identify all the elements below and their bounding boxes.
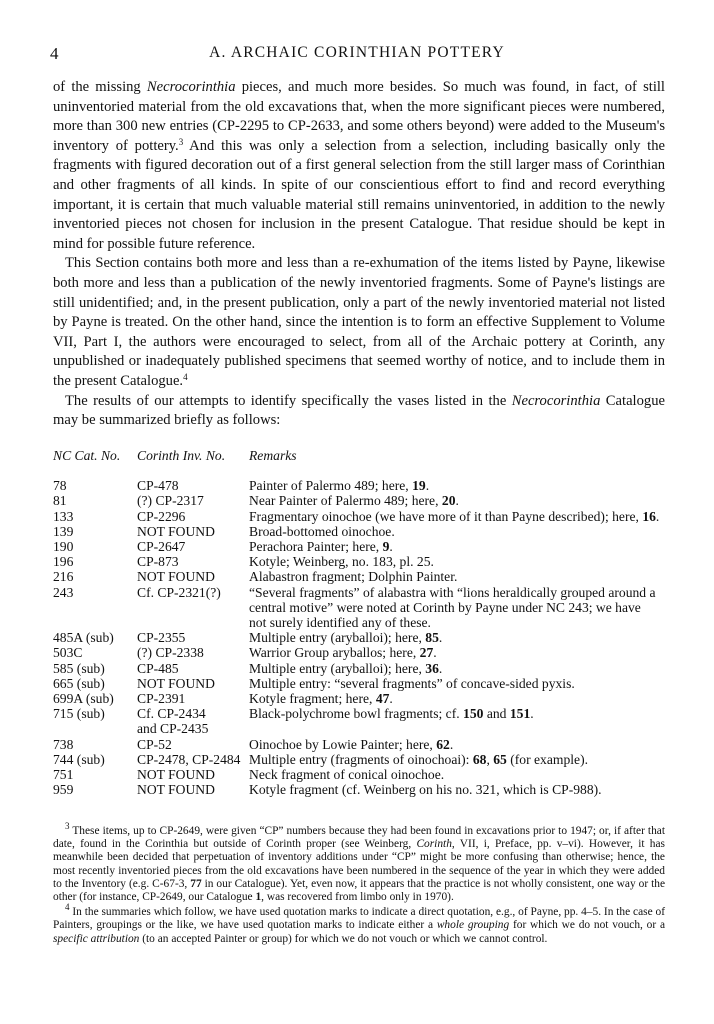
table-row (53, 661, 665, 676)
cell-inventory-number: NOT FOUND (137, 767, 215, 783)
body-text (53, 78, 665, 431)
paragraph-1: of the missing Necrocorinthia pieces, and much more besides. So much was found, in fact, of still uninventoried material from the old excavations that, when the more significant pieces were numbered, more than 300 new entries (CP-2295 to CP-2633, and some others beyond) were added to the Museum's inventory of pottery.$^3$ And this was only a selection from a selection, including basically only the fragments with figured decoration out of a first general selection from the still larger mass of Corinthian and other fragments of all kinds. In spite of our conscientious effort to find and record everything important, it is certain that much valuable material still remains uninventoried, in addition to the newly inventoried pieces not chosen for inclusion in the present Catalogue. That residue should be kept in mind for possible future reference. (53, 79, 665, 252)
cell-nc-number: 190 (53, 539, 74, 555)
table-row (53, 782, 665, 797)
cell-inventory-number (137, 615, 249, 630)
cell-inventory-number: NOT FOUND (137, 782, 215, 798)
cell-remarks: Black-polychrome bowl fragments; cf. 150 and 151. (249, 706, 534, 722)
cell-nc-number: 744 (sub) (53, 751, 105, 767)
cell-nc-number (53, 721, 137, 736)
cell-nc-number: 738 (53, 736, 74, 752)
table-row (53, 721, 665, 736)
footnote-ref-3: 3 (178, 136, 184, 147)
cell-nc-number: 585 (sub) (53, 660, 105, 676)
cell-remarks: Multiple entry (aryballoi); here, 36. (249, 660, 443, 676)
table-row (53, 706, 665, 721)
table-row (53, 600, 665, 615)
cell-inventory-number: CP-2296 (137, 508, 186, 524)
cell-nc-number (53, 615, 137, 630)
table-row (53, 676, 665, 691)
cell-nc-number: 699A (sub) (53, 691, 114, 707)
concordance-table (53, 448, 665, 797)
table-row (53, 737, 665, 752)
cell-remarks: not surely identified any of these. (249, 615, 431, 631)
cell-nc-number: 81 (53, 493, 67, 509)
paragraph-2: This Section contains both more and less than a re-exhumation of the items listed by Payne, likewise both more and less than a publication of the newly inventoried fragments. Some of Payne's listings are still unidentified; and, in the present publication, only a part of the newly inventoried material not listed by Payne is treated. On the other hand, since the intention is to form an effective Supplement to Volume VII, Part I, the authors were encouraged to select, from all of the Archaic pottery at Corinth, any unpublished or inadequately published specimens that seemed worthy of notice, and to include them in the present Catalogue.$^4$ (53, 255, 665, 389)
table-row (53, 554, 665, 569)
cell-inventory-number: CP-2647 (137, 539, 186, 555)
cell-remarks: Kotyle fragment; here, 47. (249, 691, 393, 707)
table-row (53, 569, 665, 584)
footnotes (53, 821, 666, 948)
column-header-inv: Corinth Inv. No. (137, 448, 226, 463)
table-row (53, 645, 665, 660)
cell-nc-number: 485A (sub) (53, 630, 114, 646)
column-header-remarks: Remarks (249, 448, 297, 463)
cell-inventory-number: CP-873 (137, 554, 179, 570)
table-header-row (53, 448, 665, 478)
table-row (53, 767, 665, 782)
cell-inventory-number: CP-2355 (137, 630, 186, 646)
cell-remarks: Multiple entry (fragments of oinochoai): 68, 65 (for example). (249, 751, 588, 767)
cell-inventory-number: CP-478 (137, 478, 179, 494)
table-row (53, 752, 665, 767)
cell-remarks: Alabastron fragment; Dolphin Painter. (249, 569, 458, 585)
cell-nc-number: 665 (sub) (53, 675, 105, 691)
cell-nc-number: 78 (53, 478, 67, 494)
cell-remarks: Near Painter of Palermo 489; here, 20. (249, 493, 459, 509)
cell-nc-number (53, 600, 137, 615)
running-head: A. ARCHAIC CORINTHIAN POTTERY (209, 44, 505, 61)
column-header-nc: NC Cat. No. (53, 448, 121, 463)
cell-inventory-number: NOT FOUND (137, 675, 215, 691)
cell-remarks: Perachora Painter; here, 9. (249, 539, 393, 555)
cell-inventory-number: NOT FOUND (137, 523, 215, 539)
cell-remarks: Broad-bottomed oinochoe. (249, 523, 395, 539)
cell-inventory-number (137, 600, 249, 615)
cell-remarks: central motive” were noted at Corinth by Payne under NC 243; we have (249, 599, 641, 615)
footnote-4: $^4$ In the summaries which follow, we have used quotation marks to indicate a direct quotation, e.g., of Payne, pp. 4–5. In the case of Painters, groupings or the like, we have used quotation marks to indicate either a whole grouping for which we do not vouch, or a specific attribution (to an accepted Painter or group) for which we do not vouch or which we cannot control. (53, 902, 666, 945)
cell-remarks: “Several fragments” of alabastra with “lions heraldically grouped around a (249, 584, 656, 600)
cell-nc-number: 503C (53, 645, 83, 661)
cell-remarks: Kotyle fragment (cf. Weinberg on his no. 321, which is CP-988). (249, 782, 602, 798)
table-row (53, 691, 665, 706)
cell-nc-number: 133 (53, 508, 74, 524)
table-row (53, 585, 665, 600)
cell-inventory-number: NOT FOUND (137, 569, 215, 585)
cell-inventory-number: (?) CP-2338 (137, 645, 204, 661)
cell-inventory-number: CP-2478, CP-2484 (137, 751, 241, 767)
cell-remarks (249, 721, 665, 736)
cell-remarks: Fragmentary oinochoe (we have more of it than Payne described); here, 16. (249, 508, 660, 524)
cell-inventory-number: and CP-2435 (137, 721, 209, 737)
table-body (53, 478, 665, 797)
cell-inventory-number: CP-52 (137, 736, 172, 752)
table-row (53, 478, 665, 493)
cell-remarks: Oinochoe by Lowie Painter; here, 62. (249, 736, 454, 752)
table-row (53, 630, 665, 645)
table-row (53, 493, 665, 508)
cell-nc-number: 715 (sub) (53, 706, 105, 722)
cell-nc-number: 243 (53, 584, 74, 600)
table-row (53, 615, 665, 630)
cell-nc-number: 959 (53, 782, 74, 798)
footnote-ref-4: 4 (183, 371, 188, 382)
cell-inventory-number: Cf. CP-2434 (137, 706, 206, 722)
cell-nc-number: 139 (53, 523, 74, 539)
cell-remarks: Warrior Group aryballos; here, 27. (249, 645, 437, 661)
cell-remarks: Kotyle; Weinberg, no. 183, pl. 25. (249, 554, 434, 570)
cell-remarks: Multiple entry (aryballoi); here, 85. (249, 630, 443, 646)
cell-remarks: Multiple entry: “several fragments” of concave-sided pyxis. (249, 675, 575, 691)
table-row (53, 509, 665, 524)
table-row (53, 539, 665, 554)
cell-nc-number: 216 (53, 569, 74, 585)
cell-inventory-number: CP-2391 (137, 691, 186, 707)
table-row (53, 524, 665, 539)
cell-inventory-number: CP-485 (137, 660, 179, 676)
cell-remarks: Neck fragment of conical oinochoe. (249, 767, 445, 783)
cell-inventory-number: Cf. CP-2321(?) (137, 584, 221, 600)
cell-inventory-number: (?) CP-2317 (137, 493, 204, 509)
page-number: 4 (50, 44, 59, 63)
cell-nc-number: 196 (53, 554, 74, 570)
paragraph-3: The results of our attempts to identify specifically the vases listed in the Necrocorinthia Catalogue may be summarized briefly as follows: (53, 392, 665, 429)
cell-nc-number: 751 (53, 767, 74, 783)
cell-remarks: Painter of Palermo 489; here, 19. (249, 478, 430, 494)
footnote-3: $^3$ These items, up to CP-2649, were given “CP” numbers because they had been found in excavations prior to 1947; or, if after that date, found in the Corinthia but outside of Corinth proper (see Weinberg, Corinth, VII, i, Preface, pp. v–vi). However, it has meanwhile been decided that perpetuation of inventory additions under “CP” might be more confusing than otherwise; hence, the most recently inventoried pieces from the old excavations have been numbered in the sequence of the year in which they were added to the Inventory (e.g. C-67-3, 77 in our Catalogue). Yet, even now, it appears that the practice is not wholly consistent, one way or the other (for instance, CP-2649, our Catalogue 1, was recovered from limbo only in 1970). (53, 821, 665, 904)
